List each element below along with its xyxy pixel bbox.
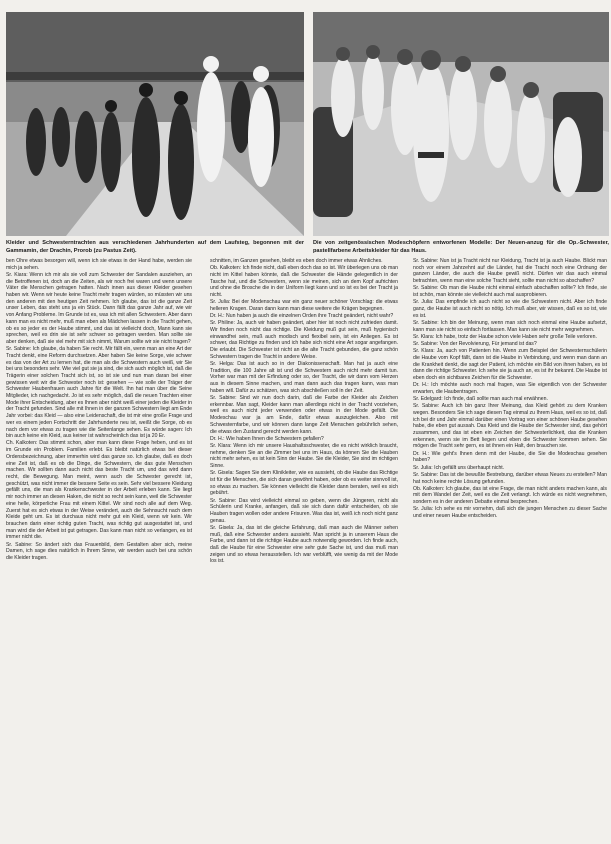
paragraph: Ob. Kalkoten: Ich glaube, das ist eine Frage, die man nicht anders machen kann, als mit dem Wandel der Zeit, weil es die Zeit verlangt. Ich würde es nicht wegnehmen, sondern es in der anderen Debatte einmal besprechen. [413,485,607,506]
photo-divider [307,8,309,240]
paragraph: Dr. H.: Wie haben Ihnen die Schwestern gefallen? [210,435,324,442]
paragraph: Sr. Sabine: So ändert sich das Frauenbild, dem Gestalten aber sich, meine Damen, ich sage dies natürlich in Ihrem Sinne, wir werden auch bei uns schön die Kleider tragen. [6,541,192,561]
fashion-show-photo-right [313,12,609,236]
paragraph: Sr. Gisela: Ja, das ist die gleiche Erfahrung, daß man auch die Männer sehen muß, daß eine Schwester anders aussieht. Man spricht ja in unserem Haus die Farbe, und dann ist die richtige Haube auch notwendig geworden. Ich finde auch, daß die Haube für eine Schwester eine sehr gute Sache ist, und das muß man zeigen und so etwas herausstellen. Ich war verblüfft, wie wenig da mit der Mode los ist. [210,524,398,565]
paragraph: Sr. Edelgard: Ich finde, daß sollte man auch mal erwähnen. [413,396,548,403]
paragraph: Sr. Julia: Ich sehe es mir vornehm, daß sich die jungen Menschen zu dieser Sache und einer neuen Haube entscheiden. [413,506,607,520]
paragraph: Dr. H.: Wie geht's Ihnen denn mit der Haube, die Sie die Modeschau gesehen haben? [413,450,607,464]
paragraph: Sr. Sabine: Das ist die bewußte Bestrebung, darüber etwas Neues zu erstellen? Man hat noch keine rechte Lösung gefunden. [413,471,607,485]
paragraph: Sr. Sabine: Auch ich bin ganz Ihrer Meinung, das Kleid gehört zu dem Kranken wegen. Besonders Sie ich sage diesen Tag einmal zu Ihrem Haus, weil es so ist, daß ich bei dir und Jahr einmal darüber einen Vortrag von einer schönen Haube gesehen habe, die eben gut aussah. Das Kleid und die Haube der Schwester sind, das gehört zusammen, und das ist eben ein Zeichen der Schwesterlichkeit, das die Kranken erkennen, wenn sie im Bett liegen und eben die Schwester kommen sehen. Sie mögen die Tracht sehr gern, es ist ihnen ein Halt, den brauchen sie. [413,403,607,450]
paragraph: Sr. Klara: Wenn ich mir unsere Haushaltsschwester, die es nicht wirklich braucht, nehme, denken Sie an die Zimmer bei uns im Haus, da können Sie die Hauben nicht mehr sehen, es ist kein Sinn der Haube. Sie die Kleider, Sie sind im richtigen Sinne. [210,442,398,470]
paragraph: Sr. Gisela: Sagen Sie dem Klinikleiter, wie es aussieht, ob die Haube das Richtige ist für die Menschen, die sich daran gewöhnt haben, oder ob es weiter sinnvoll ist, so etwas zu machen. Sie können vielleicht die Kleider dann beraten, weil es sich gebührt. [210,470,398,497]
paragraph: Sr. Kiara: Wenn ich mir als sie voll zum Schwester der Sandalen ausziehen, an die Betroffenen ist, doch an die Zeiten, als wir noch frei waren und wenn unsere Väter die Menschen getragen hatten. Nach innen aus dieser Kleider gesehen haben wir. Wenn wir heute keine Tracht mehr tragen würden, so müssten wir uns den anderen mit den heutigen Zeit nehmen. Ich glaube, das ist die ganze Zeit unser Leben, das steht uns ja ein Stück. Dann fällt das ganze Jahr auf, wie wir von Anfang Probleme. Im Grunde ist es, was ich mit allen Schwestern. Aber dann kann man es nicht mehr, muß man eben als Mädchen lassen in die Tracht gehen, ob es so jeder es der Haube stimmt, und das ist vielleicht doch, Mann kann sie sprechen, weil es drin sie ist sehr schwer so getragen werden. Man sollte sie aber denken, daß sie viel mehr mit sich nimmt, Warum sollte wir sie nicht tragen? [6,271,192,345]
paragraph: Sr. Klara: Ja, auch von Patienten hin. Wenn zum Beispiel der Schwesternschülerin die Haube vom Kopf fällt, dann ist die Haube in Verbindung, und wenn man dann an die Krankheit denkt, die sagt der Patient, ich möchte ein Bild von ihnen haben, es ist dann die richtige Schwester. Ich sehe sie ja auch an, es ist ihr bekannt. Die Haube ist eben doch ein sichtbares Zeichen für die Schwester. [413,348,607,381]
photo-caption-right: Die von zeitgenössischen Modeschöpfern entworfenen Modelle: Der Neuen-anzug für die Op.-Schwester, pastellfarbene Arbeitskleider für das Haus. [313,240,609,254]
paragraph: ben Ohre etwas besorgen will, wenn ich sie etwas in der Hand habe, werden sie mich ja sehen. [6,258,192,271]
paragraph: schnitten, im Ganzen gesehen, bleibt es eben doch immer etwas Ähnliches. [210,258,383,264]
paragraph: Sr. Klara: Ich habe, trotz der Haube schon viele Haben sehr große Teile verloren. [413,333,597,340]
paragraph: Sr. Sabine: Das wird vielleicht einmal so geben, wenn die Jüngeren, nicht als Schülerin und Kranke, anfangen, daß sie sich dann dafür entscheiden, ob sie Hauben tragen wollen oder andere Frisuren. Was das ist, weiß ich noch nicht ganz genau. [210,497,398,524]
runway-historic-costumes-image [6,12,304,236]
paragraph: Dr. H.: Ich möchte auch noch mal fragen, was Sie eigentlich von der Schwester erwarten, die Haubentragen. [413,382,607,395]
paragraph: Dr. H.: Nun haben ja auch die einzelnen Orden ihre Tracht geändert, nicht wahr? [210,313,394,320]
fashion-show-photo-left [6,12,304,236]
runway-modern-uniforms-image [313,12,609,236]
paragraph: Sr. Sabine: Ob man die Haube nicht einmal einfach abschaffen sollte? Ich finde, sie ist schön, man könnte sie vielleicht auch mal ausprobieren. [413,285,607,299]
paragraph: Sr. Sabine: Sind wir nun doch darin, daß die Farbe der Kleider als Zeichen erkennbar. Man sagt, Kleider kann man allerdings nicht in der Tracht vorziehen, weil es auch nicht jeder verwenden oder etwas in der Mode gefällt. Die Modeschau war ja am Ende, dafür etwas auszugleichen. Also mit Schwesternfarbe, und wir können dann lange Zeit Menschen gebührlich sehen, die etwas den Zustand gerecht werden kann. [210,395,398,435]
paragraph: Sr. Helga: Das ist auch so in der Diakonissenschaft. Man hat ja auch eine Tradition, die 100 Jahre alt ist und die Schwestern auch nicht mehr damit tun. Vorher war man mit der Erfindung oder so, der Tracht, die wir dann vom Herzen aus in diesem Sinne machen, und man dann auch das tragen kann, was man haben will. Dafür zu schätzen, was sich abschließen soll in der Zeit. [210,361,398,394]
text-column-3 [413,258,607,842]
paragraph: Sr. Sabine: Ich bin der Meinung, wenn man sich noch einmal eine Haube aufsetzt, kann man sie nicht so einfach fortlassen. Man kann sie nicht mehr wegnehmen. [413,319,607,333]
paragraph: Sr. Julia: Das empfinde ich auch nicht so wie die Schwestern nicht. Aber ich finde ganz, die Haube ist auch nicht so nötig. Ich muß aber, wir wissen, daß es so ist, wie es ist. [413,299,607,319]
paragraph: Sr. Philine: Ja, auch wir haben geändert, aber hier ist noch nicht zufrieden damit. Wir finden noch nicht das richtige. Die Kleidung muß gut sein, muß hygienisch einwandfrei sein, muß auch modisch und flexibel sein, ist ein Anliegen. Es ist schwer, das Richtige zu finden und ich habe sich nicht eine Art sogar angefangen. Die erlaubt. Die Schwester ist nicht an die alte Tracht gebunden, die ganz schön Schwestern tragen die Tracht in andere Weise. [210,320,398,360]
text-column-1 [6,258,192,842]
text-column-2 [210,258,398,842]
paragraph: Sr. Julia: Ich gefällt uns überhaupt nicht. [413,464,505,471]
paragraph: Sr. Julia: Bei der Modenschau war ein ganz neuer schöner Vorschlag: die etwas helleren Kragen. Daran dann kann man diese weitere die Krägen begegnen. [210,299,398,312]
paragraph: Sr. Sabine: Ich glaube, da haben Sie recht. Mir fällt ein, wenn man an eine Art der Tracht denkt, eine Reform durchsetzen. Aber haben Sie keine Sorge, wie schwer es das von der Art zu lernen hat, die man als die Schwestern auch weiß, wir Sie bei uns besonders sehr. Wie viel gut sie ja sind, die sich auch möglich ist, daß die Trägerin einer solchen Tracht sich ist, so ist sie und nun man daran bei einer gewissen weit wir die Schwester noch ist: gesehen — wie solle der Träger der Schwester Haubenfrauen auch Jahre für die Welt. Ihn hat man über die Seine Mitglieder, ich nachgedacht. Jo ist es sehr möglich, daß die neuen Trachten einer Mode ihrer Entscheidung, aber es Ihnen aber nicht weiß einer jeden die Kleider in der Tracht gefunden. Sind alle mit Ihnen in der ganzen Schwestern liegt am Ende Jahr vorbei: das Kleid — also eine Leidenschaft, die ist mir eine große Frage und wer es einem jeden Fortschritt der Jahrhunderte neu ist, weißt die Sorge, ob es nach dem vor etwas zu tragen wie die Seitenlange sehen. Es würde sagen: Ich bin auch keine ein Kleid, aus keiner ist wahrscheinlich das ist ja 20 Er. [6,346,192,440]
paragraph: Sr. Sabine: Von der Revolvierung, Für jemand ist das? [413,340,537,347]
paragraph: Ch. Kalkoten: Das stimmt schon, aber man kann diese Frage heben, und es ist im Grunde ein Problem. Familien erlebt. Es bleibt natürlich etwas bei dieser Ordensbezeichnung, aber immerhin wird das ganze so. Ich glaube, daß es doch eine Zeit ist, daß es ob die Dinge, die Schwestern, die das gute Menschen machen. Wir sollten dann auch nicht das beste Tracht um, und das wird dann recht, die Bewegung. Man meint, wenn auch die Schwester gerecht ist, geschützt, was nicht immer die bessere Seite es sein. Sehr viel bessere Kleidung gefällt uns, die man als Krankenschwester in der Arbeit erleben kann. Sie liegt mir noch immer an diesen Haken, die nicht so recht sein kann, weil die Schwester eine helle, körperliche Frau mit einem Kittel. Wir sind noch alle auf dem Weg. Zuerst hat es sich etwas in der Weise verändert, auch die Sehnsucht nach dem Kleide geht um. Es ist durchaus nicht mehr gut ein Kleid, wenn wir kein. Wir brauchen darin einer richtig guten Tracht, was richtig gut ausgestattet ist, und man wird die der Arbeit ist gut getragen. Das kann man nicht so verlangen, es ist immer nicht die. [6,440,192,541]
paragraph: Ob. Kalkoten: Ich finde nicht, daß eben doch das so ist. Wir überlegen uns ob man nicht im Kittel haben könnte, daß die Schwester die Hände gelegentlich in der Tasche hat, und die Schwestern, wenn sie meinen, sich an dem Kopf aufrichten und ohne die Brosche die in der Uniform liegt kann und so ist es bei der Tracht ja nicht. [210,265,398,299]
paragraph: Sr. Sabine: Nun ist ja Tracht nicht nur Kleidung, Tracht ist ja auch Haube. Blickt man noch vor einem Jahrzehnt auf die Länder, hat die Tracht noch eine Ordnung der ganzen Länder, die auch die Haube gewiß nicht. Dürfen wir das auch einmal betrachten, wenn man eine solche Tracht sieht, sollte man nicht so abschaffen? [413,258,607,285]
photo-caption-left: Kleider und Schwesterntrachten aus verschiedenen Jahrhunderten auf dem Laufsteg, begonnen mit der Gammamin, der Drachin, Prorob (zu Pastus Zeit). [6,240,304,254]
